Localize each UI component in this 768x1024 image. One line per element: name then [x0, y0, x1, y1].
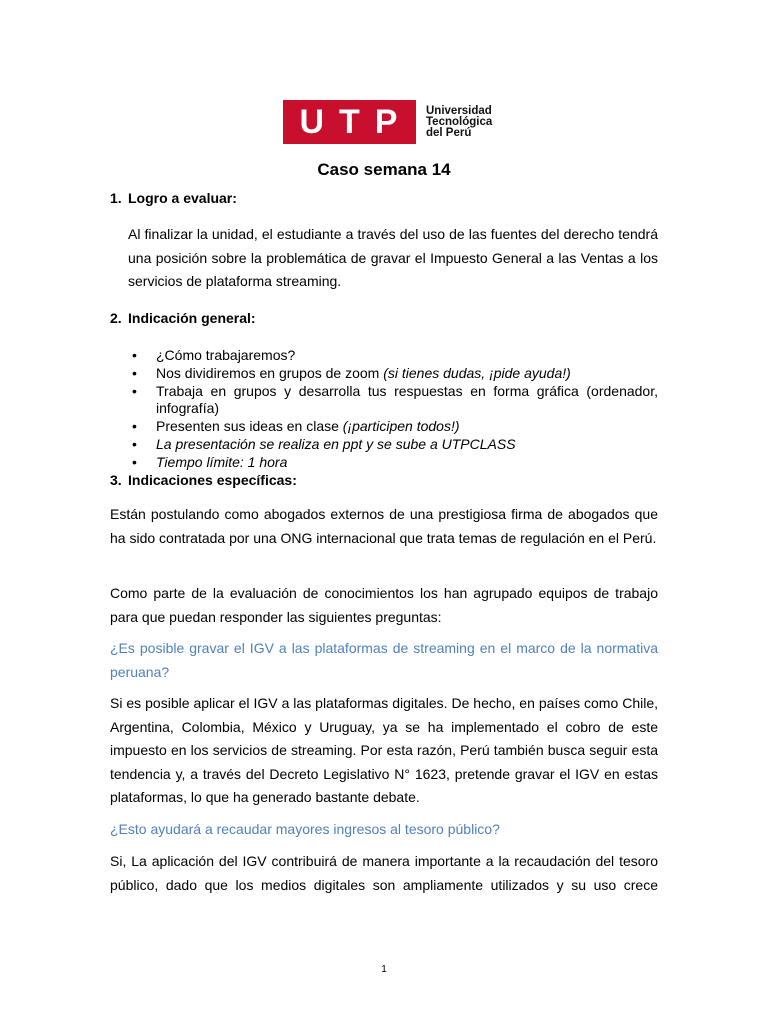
- list-item: • La presentación se realiza en ppt y se sube a UTPCLASS: [132, 435, 516, 452]
- section-3-heading: [110, 472, 297, 488]
- section-2-title: Indicación general:: [128, 310, 256, 326]
- utp-logo-box: [283, 100, 416, 144]
- logo-letter-p: P: [374, 102, 400, 141]
- logo-letter-t: T: [339, 102, 362, 141]
- list-item: • ¿Cómo trabajaremos?: [132, 347, 296, 363]
- section-3-number: 3.: [110, 472, 122, 488]
- list-item: • Tiempo límite: 1 hora: [132, 453, 288, 470]
- section-3-paragraph-2: Como parte de la evaluación de conocimientos los han agrupado equipos de trabajo para que puedan responder las siguientes preguntas:: [110, 585, 658, 625]
- list-item: • Presenten sus ideas en clase (¡participen todos!): [132, 418, 460, 435]
- section-3-paragraph-1: Están postulando como abogados externos de una prestigiosa firma de abogados que ha sido contratada por una ONG internacional que trata temas de regulación en el Perú.: [110, 506, 658, 546]
- logo-line-1: Universidad: [426, 104, 492, 117]
- page-number: 1: [381, 964, 387, 975]
- section-2-heading: [110, 310, 256, 326]
- answer-1: Si es posible aplicar el IGV a las plataformas digitales. De hecho, en países como Chile, Argentina, Colombia, México y Uruguay, ya se ha implementado el cobro de este impuesto en los servicios de streaming. Por esta razón, Perú también busca seguir esta tendencia y, a través del Decreto Legislativo N° 1623, pretende gravar el IGV en estas plataformas, lo que ha generado bastante debate.: [110, 695, 658, 805]
- page-title: Caso semana 14: [317, 160, 451, 179]
- question-1: ¿Es posible gravar el IGV a las plataformas de streaming en el marco de la normativa peruana?: [110, 640, 658, 680]
- logo-line-2: Tecnológica: [426, 115, 493, 128]
- general-instructions-list: [128, 347, 658, 472]
- logo-line-3: del Perú: [426, 126, 472, 139]
- list-item: • Nos dividiremos en grupos de zoom (si tienes dudas, ¡pide ayuda!): [132, 364, 571, 381]
- logo-letter-u: U: [299, 102, 327, 141]
- section-3-title: Indicaciones específicas:: [128, 472, 297, 488]
- list-item: • Trabaja en grupos y desarrolla tus respuestas en forma gráfica (ordenador, infografía): [132, 382, 658, 417]
- question-2: ¿Esto ayudará a recaudar mayores ingresos al tesoro público?: [110, 821, 500, 837]
- utp-logo: [283, 100, 492, 144]
- section-1-title: Logro a evaluar:: [128, 190, 237, 206]
- section-1-number: 1.: [110, 190, 122, 206]
- answer-2: Si, La aplicación del IGV contribuirá de manera importante a la recaudación del tesoro público, dado que los medios digitales son ampliamente utilizados y su uso crece: [110, 853, 658, 893]
- logo-text: [426, 106, 492, 139]
- section-1-text: Al finalizar la unidad, el estudiante a través del uso de las fuentes del derecho tendrá una posición sobre la problemática de gravar el Impuesto General a las Ventas a los servicios de plataforma streaming.: [128, 226, 658, 289]
- section-1-heading: [110, 190, 237, 206]
- section-2-number: 2.: [110, 310, 122, 326]
